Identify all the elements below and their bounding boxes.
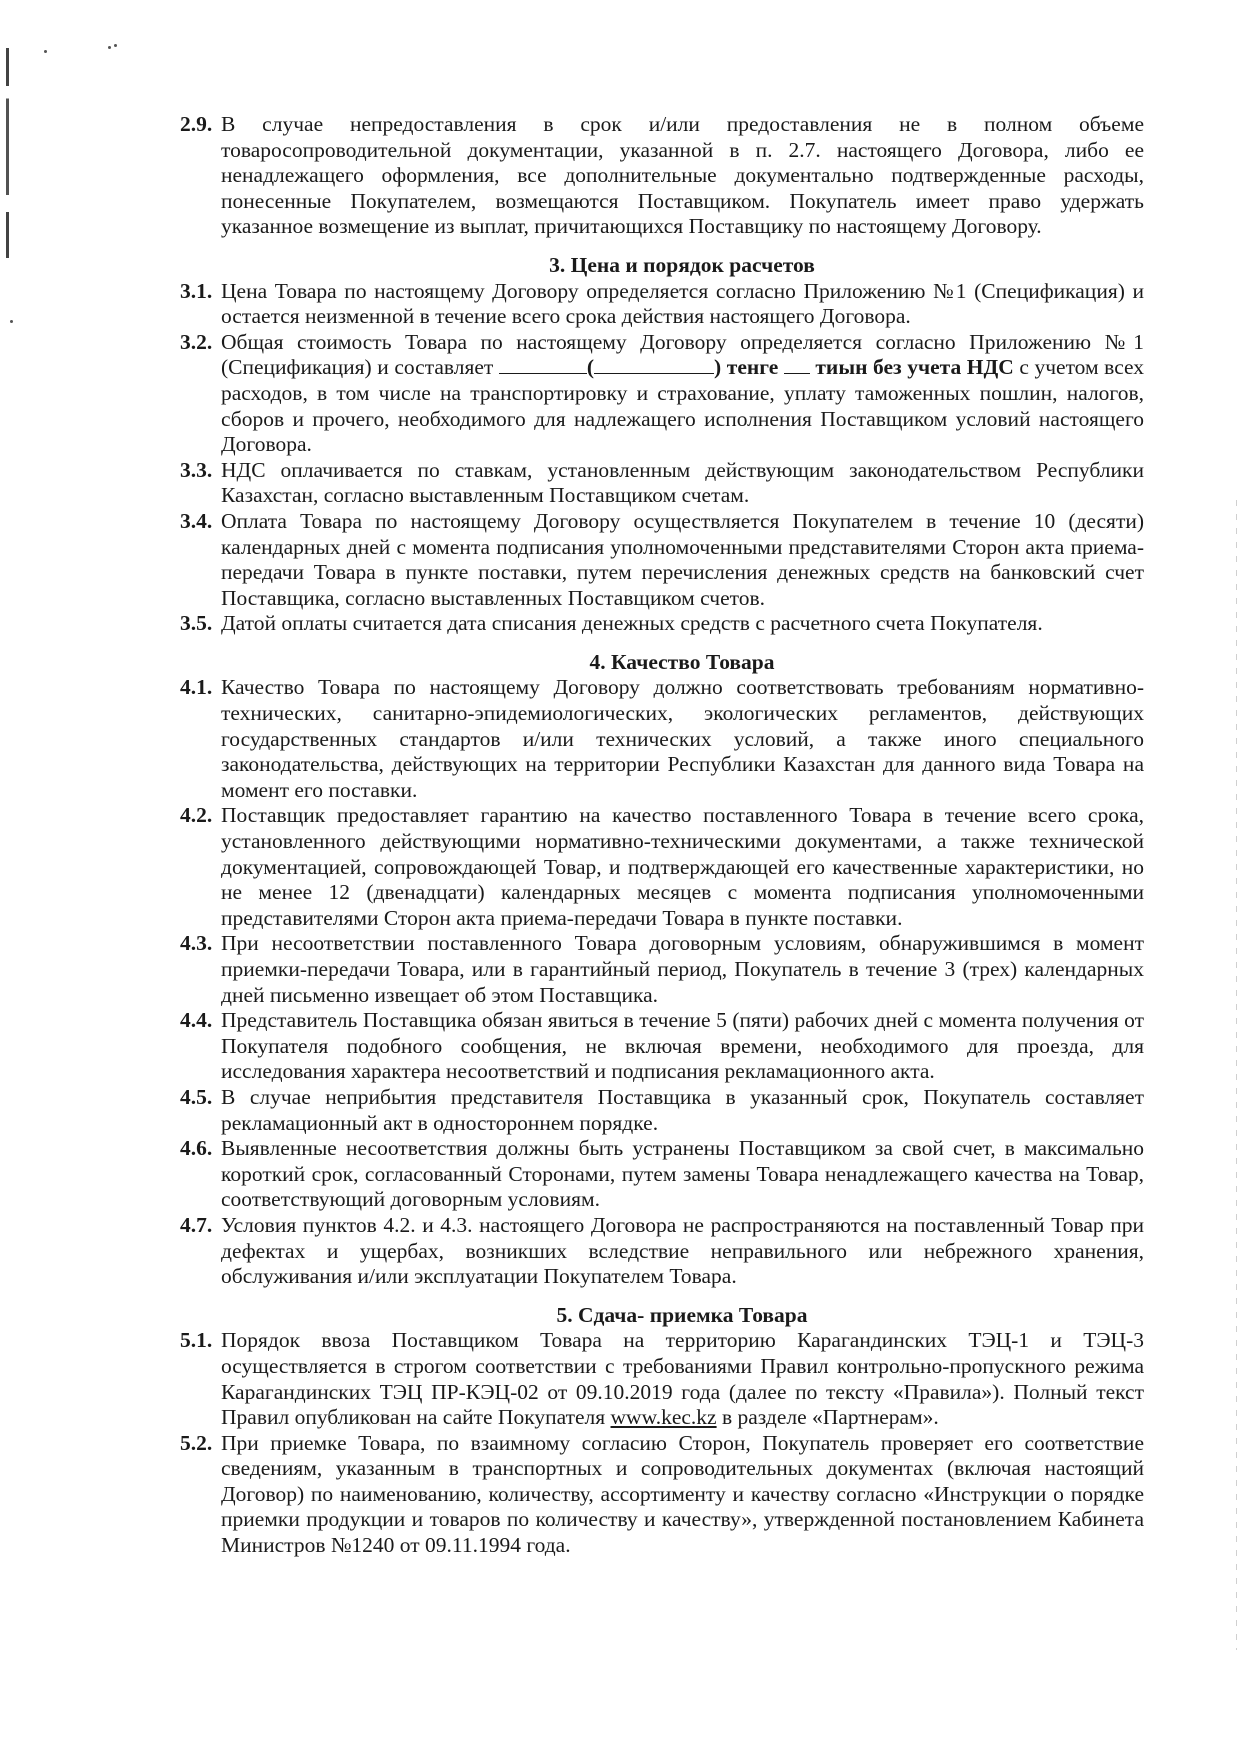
clause-4-3 xyxy=(180,931,1144,1008)
clause-number: 4.4. xyxy=(180,1008,213,1033)
clause-text: Датой оплаты считается дата списания денежных средств с расчетного счета Покупателя. xyxy=(221,611,1043,636)
clause-2-9 xyxy=(180,112,1144,240)
clause-4-5 xyxy=(180,1085,1144,1136)
clause-3-4 xyxy=(180,509,1144,611)
clause-number: 4.1. xyxy=(180,675,213,700)
clause-text: При несоответствии поставленного Товара договорным условиям, обнаружившимся в момент приемки-передачи Товара, или в гарантийный период, Покупатель в течение 3 (трех) календарных дней письменно извещает об этом Поставщика. xyxy=(221,931,1144,1007)
clause-text xyxy=(221,1328,1144,1430)
clause-text: Условия пунктов 4.2. и 4.3. настоящего Договора не распространяются на поставленный Товар при дефектах и ущербах, возникших вследствие неправильного или небрежного хранения, обслуживания и/или эксплуатации Покупателем Товара. xyxy=(221,1212,1144,1289)
scan-speck xyxy=(114,44,117,47)
clause-number: 3.1. xyxy=(180,278,213,303)
clause-text: Оплата Товара по настоящему Договору осуществляется Покупателем в течение 10 (десяти) календарных дней с момента подписания уполномоченными представителями Сторон акта приема-передачи Товара в пункте поставки, путем перечисления денежных средств на банковский счет Поставщика, согласно выставленных Поставщиком счетов. xyxy=(221,508,1144,610)
clause-number: 4.7. xyxy=(180,1212,213,1237)
clause-number: 3.5. xyxy=(180,611,213,636)
clause-text: Качество Товара по настоящему Договору должно соответствовать требованиям нормативно-технических, санитарно-эпидемиологических, экологических регламентов, действующих государственных стандартов и/или технических условий, а также иного специального законодательства, действующих на территории Республики Казахстан для данного вида Товара на момент его поставки. xyxy=(221,675,1144,802)
clause-text: В случае неприбытия представителя Поставщика в указанный срок, Покупатель составляет рекламационный акт в одностороннем порядке. xyxy=(221,1084,1144,1135)
clause-text: НДС оплачивается по ставкам, установленным действующим законодательством Республики Казахстан, согласно выставленным Поставщиком счетам. xyxy=(221,457,1144,508)
clause-5-1 xyxy=(180,1328,1144,1430)
tiyn-blank xyxy=(784,355,810,374)
clause-number: 2.9. xyxy=(180,112,213,136)
clause-text: Представитель Поставщика обязан явиться в течение 5 (пяти) рабочих дней с момента получения от Покупателя подобного сообщения, не включая времени, необходимого для проезда, для исследования характера несоответствий и подписания рекламационного акта. xyxy=(221,1008,1144,1084)
clause-text-part: Порядок ввоза Поставщиком Товара на территорию Карагандинских ТЭЦ-1 и ТЭЦ-3 осуществляется в строгом соответствии с требованиями Правил контрольно-пропускного режима Карагандинских ТЭЦ ПР-КЭЦ-02 от 09.10.2019 года (далее по тексту «Правила»). Полный текст Правил опубликован на сайте Покупателя xyxy=(221,1328,1144,1430)
clause-4-2 xyxy=(180,803,1144,931)
paren-open: ( xyxy=(586,355,595,380)
tiyn-label: тиын без учета НДС xyxy=(815,355,1014,380)
clause-text: Цена Товара по настоящему Договору определяется согласно Приложению №1 (Спецификация) и остается неизменной в течение всего срока действия настоящего Договора. xyxy=(221,278,1144,329)
clause-text-part: Общая стоимость Товара по настоящему Договору определяется согласно Приложению №1 (Спецификация) и составляет xyxy=(221,329,1144,380)
scan-speck xyxy=(10,320,13,323)
clause-3-1 xyxy=(180,279,1144,330)
clause-3-5 xyxy=(180,611,1144,637)
clause-4-7 xyxy=(180,1213,1144,1290)
clause-3-2 xyxy=(180,330,1144,458)
clause-number: 4.2. xyxy=(180,803,213,828)
clause-4-4 xyxy=(180,1008,1144,1085)
clause-text: Выявленные несоответствия должны быть устранены Поставщиком за свой счет, в максимально короткий срок, согласованный Сторонами, путем замены Товара ненадлежащего качества на Товар, соответствующий договорным условиям. xyxy=(221,1136,1144,1212)
clause-text-part: с учетом всех расходов, в том числе на транспортировку и страхование, уплату таможенных пошлин, налогов, сборов и прочего, необходимого для надлежащего исполнения Поставщиком условий настоящего Договора. xyxy=(221,355,1145,457)
section-heading-3: 3. Цена и порядок расчетов xyxy=(549,252,815,277)
clause-number: 3.4. xyxy=(180,508,213,533)
scan-speck xyxy=(44,50,47,53)
clause-number: 4.5. xyxy=(180,1084,213,1109)
tenge-label: ) тенге xyxy=(714,355,779,380)
clause-4-1 xyxy=(180,675,1144,803)
clause-4-6 xyxy=(180,1136,1144,1213)
website-link[interactable]: www.kec.kz xyxy=(610,1405,717,1430)
document-body xyxy=(180,112,1144,1559)
amount-blank xyxy=(499,355,587,374)
scan-edge-mark xyxy=(6,48,9,258)
section-heading-4: 4. Качество Товара xyxy=(589,649,775,674)
clause-text: В случае непредоставления в срок и/или предоставления не в полном объеме товаросопроводительной документации, указанной в п. 2.7. настоящего Договора, либо ее ненадлежащего оформления, все дополнительные документально подтвержденные расходы, понесенные Покупателем, возмещаются Поставщиком. Покупатель имеет право удержать указанное возмещение из выплат, причитающихся Поставщику по настоящему Договору. xyxy=(221,112,1144,239)
clause-number: 4.6. xyxy=(180,1136,213,1161)
scan-edge-mark-right xyxy=(1236,500,1237,1650)
scan-speck xyxy=(108,46,111,49)
clause-text: При приемке Товара, по взаимному согласию Сторон, Покупатель проверяет его соответствие сведениям, указанным в транспортных и сопроводительных документах (включая настоящий Договор) по наименованию, количеству, ассортименту и качеству согласно «Инструкции о порядке приемки продукции и товаров по количеству и качеству», утвержденной постановлением Кабинета Министров №1240 от 09.11.1994 года. xyxy=(221,1430,1144,1558)
clause-text-part: в разделе «Партнерам». xyxy=(721,1405,939,1430)
clause-3-3 xyxy=(180,458,1144,509)
clause-5-2 xyxy=(180,1431,1144,1559)
clause-text: Поставщик предоставляет гарантию на качество поставленного Товара в течение всего срока, установленного действующими нормативно-техническими документами, а также технической документацией, сопровождающей Товар, и подтверждающей его качественные характеристики, но не менее 12 (двенадцати) календарных месяцев с момента подписания уполномоченными представителями Сторон акта приема-передачи Товара в пункте поставки. xyxy=(221,803,1144,930)
section-heading-5: 5. Сдача- приемка Товара xyxy=(556,1302,808,1327)
amount-words-blank xyxy=(594,355,714,374)
clause-number: 5.1. xyxy=(180,1328,213,1353)
clause-number: 3.3. xyxy=(180,457,213,482)
clause-number: 5.2. xyxy=(180,1430,213,1455)
clause-number: 3.2. xyxy=(180,329,213,354)
clause-number: 4.3. xyxy=(180,931,213,956)
clause-text xyxy=(221,330,1144,458)
